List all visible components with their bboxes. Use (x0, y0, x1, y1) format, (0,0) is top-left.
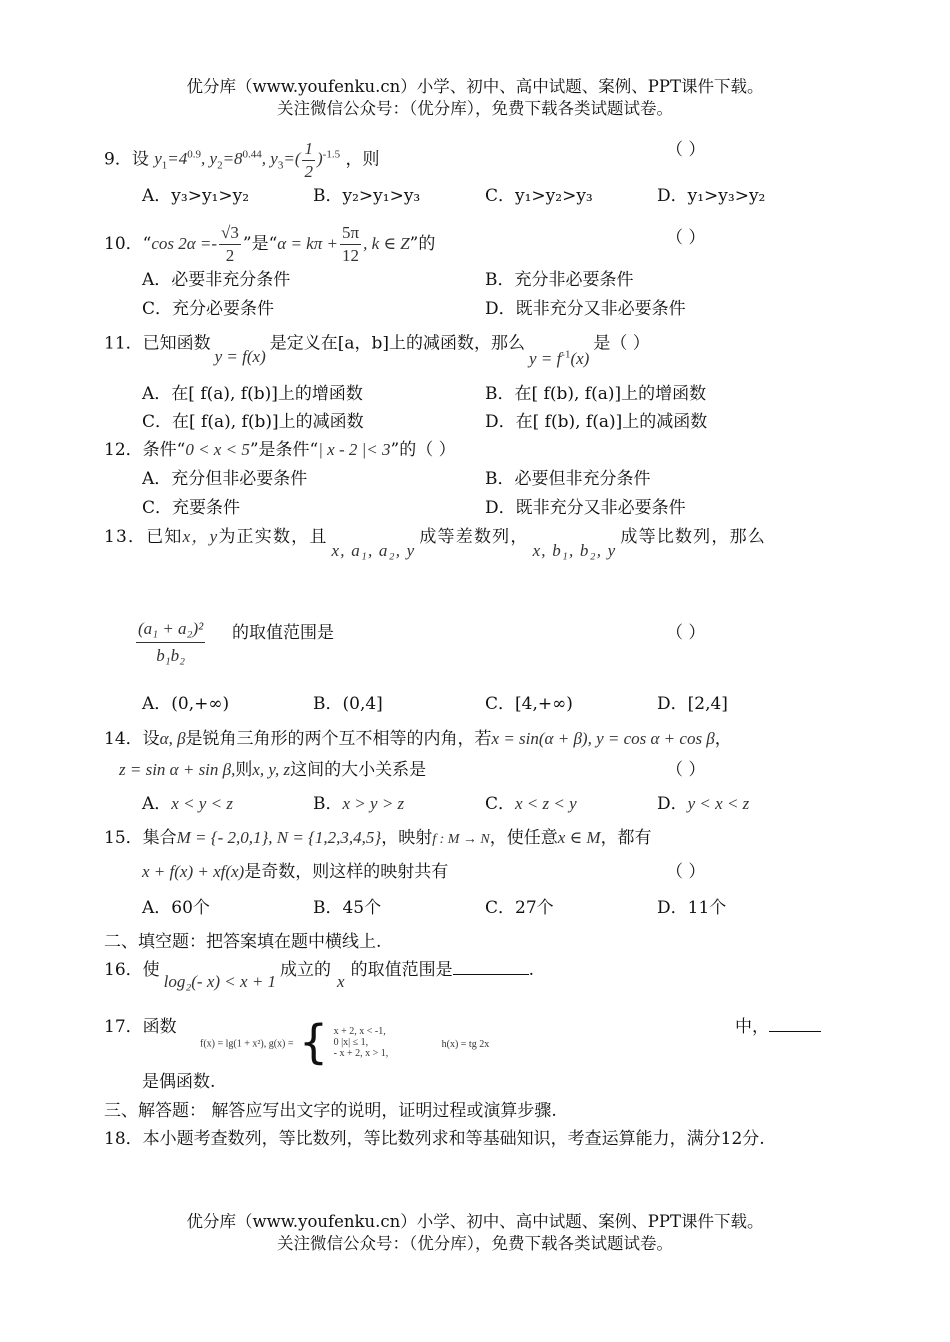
q10-option-d: D．既非充分又非必要条件 (485, 299, 686, 319)
question-14: 14．设α, β是锐角三角形的两个互不相等的内角，若x = sin(α + β), y = cos α + cos β， (104, 729, 732, 749)
question-11: 11．已知函数y = f(x)是定义在[a，b]上的减函数，那么$y = f^{-1}(x)$是（ ） (104, 333, 650, 368)
question-12: 12．条件“0 < x < 5”是条件“| x - 2 |< 3”的（ ） (104, 440, 456, 460)
q12-condition-1: 0 < x < 5 (185, 440, 250, 459)
q13-option-c: C．[4,+∞) (485, 694, 573, 714)
q16-inequality: log₂(- x) < x + 1 (163, 972, 277, 991)
q12-option-a: A．充分但非必要条件 (142, 469, 308, 489)
q11-option-a: A．在[ f(a), f(b)]上的增函数 (142, 384, 363, 404)
q15-mapping: f : M → N (432, 832, 490, 847)
q13-option-d: D．[2,4] (657, 694, 728, 714)
section-3-heading: 三、解答题： 解答应写出文字的说明，证明过程或演算步骤. (104, 1101, 557, 1121)
q17-line-2: 是偶函数. (142, 1072, 216, 1092)
q13-arithmetic-sequence: x, a₁, a₂, y (331, 541, 416, 560)
q10-number: 10．“ (104, 234, 152, 254)
q14-z-definition: z = sin α + sin β, (119, 760, 236, 779)
q9-option-b: B．y₂>y₁>y₃ (313, 186, 421, 206)
q17-functions (200, 1015, 490, 1069)
q10-option-c: C．充分必要条件 (142, 299, 275, 319)
q14-answer-paren: （ ） (666, 760, 706, 780)
q11-option-b: B．在[ f(b), f(a)]上的增函数 (485, 384, 707, 404)
q9-number: 9．设 (104, 149, 149, 170)
q16-answer-blank[interactable] (453, 958, 529, 975)
q13-option-a: A．(0,+∞) (142, 694, 230, 714)
q17-piecewise-cases: x + 2, x < -1, 0 |x| ≤ 1, - x + 2, x > 1, (333, 1025, 389, 1059)
q9-option-d: D．y₁>y₃>y₂ (657, 186, 766, 206)
q9-tail: ，则 (345, 149, 380, 170)
q12-option-b: B．必要但非充分条件 (485, 469, 651, 489)
q15-option-d: D．11个 (657, 898, 727, 918)
header-line-1: 优分库（www.youfenku.cn）小学、初中、高中试题、案例、PPT课件下载。 (186, 77, 764, 96)
q14-option-d: D．y < x < z (657, 794, 750, 814)
q17-tail: 中， (735, 1015, 821, 1039)
q15-sets: M = {- 2,0,1}, N = {1,2,3,4,5} (176, 828, 382, 847)
q17-f-g-definition: f(x) = lg(1 + x²), g(x) = (200, 1038, 294, 1050)
q9-expression: $y_1=4^{0.9}$, $y_2=8^{0.44}$, $y_3=$( $\frac{1}{2}$ )$^{-1.5}$ (154, 139, 341, 181)
question-16: 16．使log₂(- x) < x + 1成立的x的取值范围是 . (104, 960, 534, 991)
footer-line-2: 关注微信公众号：（优分库），免费下载各类试题试卷。 (277, 1234, 673, 1253)
question-14-line-2: z = sin α + sin β,则x, y, z这间的大小关系是 (119, 760, 427, 780)
q9-option-a: A．y₃>y₁>y₂ (142, 186, 250, 206)
q14-x-y-definition: x = sin(α + β), y = cos α + cos β (491, 729, 715, 748)
q13-option-b: B．(0,4] (313, 694, 383, 714)
q10-rhs: α = kπ + (277, 234, 338, 253)
q17-answer-blank[interactable] (769, 1015, 821, 1032)
q12-condition-2: | x - 2 |< 3 (318, 440, 391, 459)
q10-fraction-1: $\frac{√3}{2}$ (221, 223, 239, 265)
question-15: 15．集合M = {- 2,0,1}, N = {1,2,3,4,5}，映射f : M → N，使任意x ∈ M，都有 (104, 828, 652, 848)
q15-answer-paren: （ ） (666, 862, 706, 882)
question-18: 18．本小题考查数列，等比数列，等比数列求和等基础知识，考查运算能力，满分12分. (104, 1129, 765, 1149)
q15-option-a: A．60个 (142, 898, 210, 918)
q9-answer-paren: （ ） (666, 140, 706, 160)
q10-answer-paren: （ ） (666, 228, 706, 248)
question-15-line-2: x + f(x) + xf(x)是奇数，则这样的映射共有 (142, 862, 449, 882)
section-2-heading: 二、填空题：把答案填在题中横线上. (104, 932, 382, 952)
q11-option-d: D．在[ f(b), f(a)]上的减函数 (485, 412, 708, 432)
question-9 (104, 138, 379, 183)
q12-option-d: D．既非充分又非必要条件 (485, 498, 686, 518)
q13-answer-paren: （ ） (666, 623, 706, 643)
q10-fraction-2: $\frac{5\pi}{12}$ (341, 223, 360, 265)
q11-inverse-function: $y = f^{-1}(x)$ (529, 348, 590, 368)
question-13: 13．已知x，y为正实数，且x, a₁, a₂, y成等差数列，x, b₁, b₂, y成等比数列，那么 (104, 527, 766, 560)
q14-option-b: B．x > y > z (313, 794, 405, 814)
footer-line-1: 优分库（www.youfenku.cn）小学、初中、高中试题、案例、PPT课件下载。 (186, 1212, 764, 1231)
question-10: 10．“cos 2α =- $\frac{√3}{2}$ ”是“α = kπ + $\frac{5\pi}{12}$ , k ∈ Z”的 (104, 223, 436, 265)
q12-option-c: C．充要条件 (142, 498, 241, 518)
q13-geometric-sequence: x, b₁, b₂, y (532, 541, 617, 560)
q15-option-b: B．45个 (313, 898, 382, 918)
q14-option-a: A．x < y < z (142, 794, 233, 814)
q11-function: y = f(x) (214, 346, 266, 366)
header-line-2: 关注微信公众号：（优分库），免费下载各类试题试卷。 (277, 99, 673, 118)
q14-option-c: C．x < z < y (485, 794, 577, 814)
q9-option-c: C．y₁>y₂>y₃ (485, 186, 593, 206)
question-17: 17．函数 (104, 1017, 177, 1037)
q17-brace: { (298, 1015, 329, 1069)
q15-expression: x + f(x) + xf(x) (142, 862, 245, 881)
q10-lhs: cos 2α =- (151, 234, 218, 253)
q17-h-definition: h(x) = tg 2x (441, 1038, 490, 1050)
q13-tail: 的取值范围是 (232, 623, 334, 643)
q10-option-b: B．充分非必要条件 (485, 270, 634, 290)
q10-option-a: A．必要非充分条件 (142, 270, 291, 290)
q13-expression: $\frac{\text{(a₁ + a₂)²}}{\text{b₁b₂}}$ (134, 616, 207, 669)
q15-option-c: C．27个 (485, 898, 554, 918)
q11-option-c: C．在[ f(a), f(b)]上的减函数 (142, 412, 364, 432)
